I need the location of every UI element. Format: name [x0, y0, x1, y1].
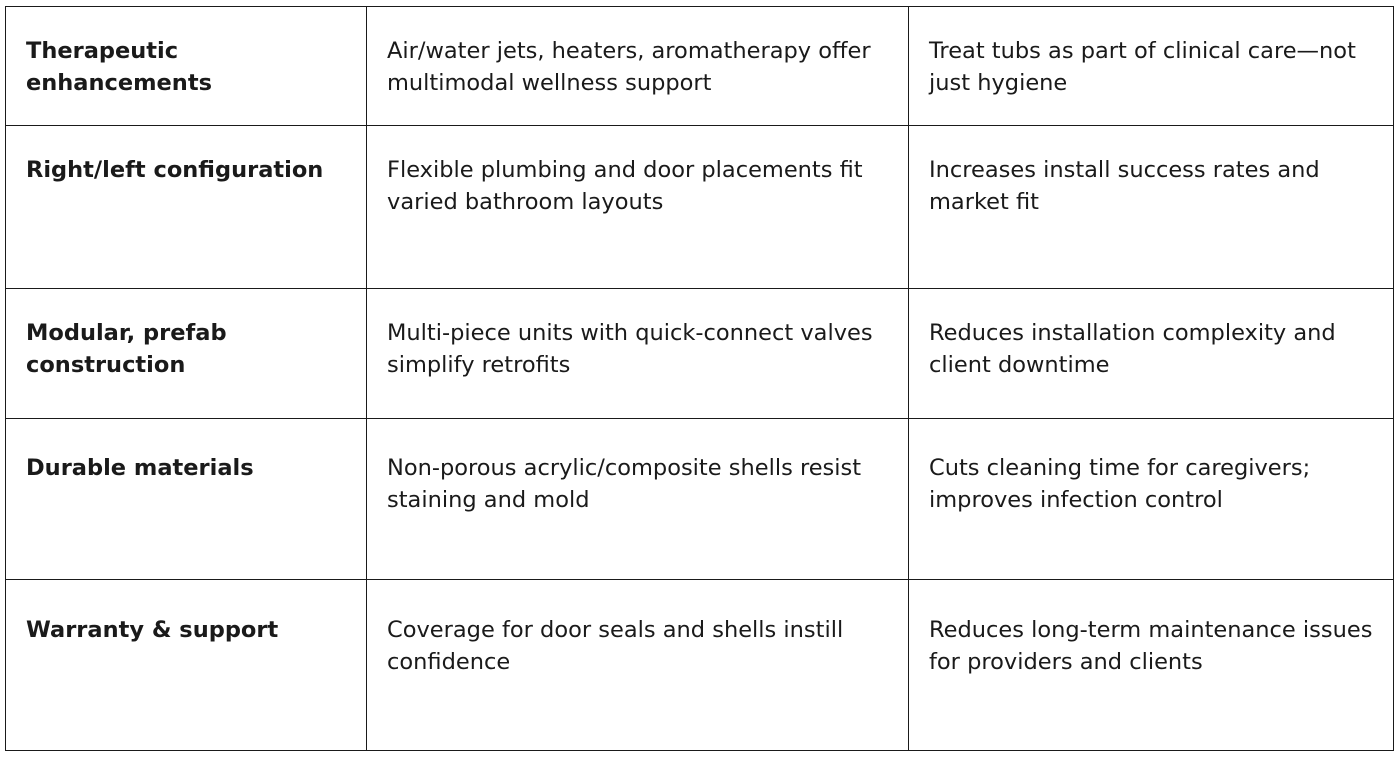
- description-cell: Coverage for door seals and shells instill confidence: [367, 580, 909, 751]
- benefit-cell: Reduces long-term maintenance issues for providers and clients: [909, 580, 1394, 751]
- table-row: [6, 289, 1394, 419]
- table-row: [6, 580, 1394, 751]
- benefit-cell: Increases install success rates and market fit: [909, 126, 1394, 289]
- features-table: [5, 6, 1394, 751]
- table-row: [6, 419, 1394, 580]
- table-row: [6, 126, 1394, 289]
- feature-cell: Right/left configuration: [6, 126, 367, 289]
- feature-cell: Warranty & support: [6, 580, 367, 751]
- benefit-cell: Treat tubs as part of clinical care—not just hygiene: [909, 7, 1394, 126]
- feature-cell: Modular, prefab construction: [6, 289, 367, 419]
- benefit-cell: Reduces installation complexity and client downtime: [909, 289, 1394, 419]
- description-cell: Multi-piece units with quick-connect valves simplify retrofits: [367, 289, 909, 419]
- description-cell: Non-porous acrylic/composite shells resist staining and mold: [367, 419, 909, 580]
- description-cell: Air/water jets, heaters, aromatherapy offer multimodal wellness support: [367, 7, 909, 126]
- feature-cell: Durable materials: [6, 419, 367, 580]
- feature-cell: Therapeutic enhancements: [6, 7, 367, 126]
- table-row: [6, 7, 1394, 126]
- benefit-cell: Cuts cleaning time for caregivers; improves infection control: [909, 419, 1394, 580]
- description-cell: Flexible plumbing and door placements fit varied bathroom layouts: [367, 126, 909, 289]
